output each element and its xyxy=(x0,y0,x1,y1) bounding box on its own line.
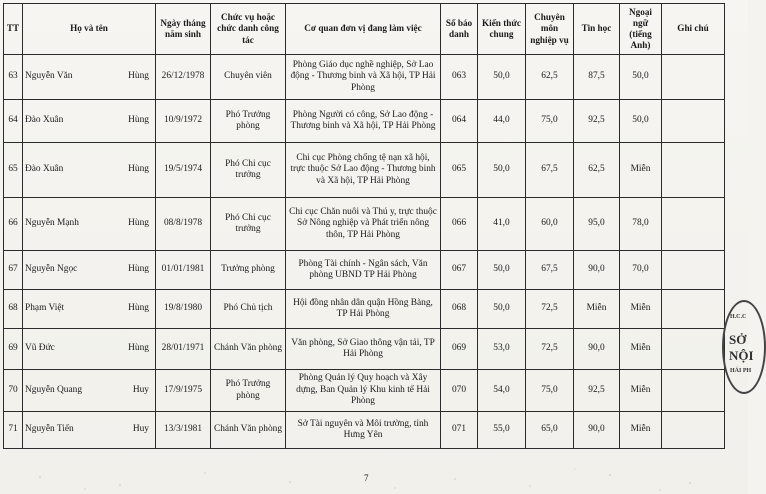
row-name xyxy=(23,198,156,251)
row-agency: Hội đồng nhân dân quận Hồng Bàng, TP Hải Phòng xyxy=(286,290,441,329)
row-tinhoc: 90,0 xyxy=(574,412,620,449)
page-number: 7 xyxy=(364,473,369,483)
row-position: Phó Chủ tịch xyxy=(211,290,286,329)
row-name xyxy=(23,329,156,370)
row-given-name: Huy xyxy=(132,384,149,395)
header-kienthuc: Kiến thức chung xyxy=(478,4,526,55)
row-tinhoc: 92,5 xyxy=(574,100,620,143)
header-agency: Cơ quan đơn vị đang làm việc xyxy=(286,4,441,55)
row-agency: Phòng Người có công, Sở Lao động - Thương binh và Xã hội, TP Hải Phòng xyxy=(286,100,441,143)
row-kienthuc: 53,0 xyxy=(478,329,526,370)
row-given-name: Hùng xyxy=(128,343,149,354)
row-surname: Nguyễn Tiến xyxy=(25,424,74,435)
header-tt: TT xyxy=(4,4,23,55)
row-ngoaingu: 50,0 xyxy=(620,55,662,100)
row-dob: 08/8/1978 xyxy=(156,198,211,251)
row-chuyenmon: 72,5 xyxy=(526,290,574,329)
row-agency: Chi cục Phòng chống tệ nạn xã hội, trực thuộc Sở Lao động - Thương binh và Xã hội, TP Hải Phòng xyxy=(286,143,441,198)
row-given-name: Hùng xyxy=(128,264,149,275)
header-position: Chức vụ hoặc chức danh công tác xyxy=(211,4,286,55)
row-position: Trưởng phòng xyxy=(211,251,286,290)
row-sbd: 071 xyxy=(441,412,478,449)
row-ghichu xyxy=(662,55,725,100)
row-given-name: Huy xyxy=(132,424,149,435)
row-ghichu xyxy=(662,143,725,198)
stamp-text: H.C.C xyxy=(730,314,747,320)
row-name xyxy=(23,100,156,143)
row-position: Phó Chi cục trưởng xyxy=(211,198,286,251)
row-surname: Nguyễn Mạnh xyxy=(25,218,79,229)
row-agency: Phòng Giáo dục nghề nghiệp, Sở Lao động - Thương binh và Xã hội, TP Hải Phòng xyxy=(286,55,441,100)
row-chuyenmon: 75,0 xyxy=(526,370,574,412)
row-position: Phó Trưởng phòng xyxy=(211,370,286,412)
row-kienthuc: 50,0 xyxy=(478,143,526,198)
table-row xyxy=(4,100,725,143)
row-position: Phó Trưởng phòng xyxy=(211,100,286,143)
row-tt: 65 xyxy=(4,143,23,198)
row-ghichu xyxy=(662,370,725,412)
row-tinhoc: 92,5 xyxy=(574,370,620,412)
results-table xyxy=(3,3,725,449)
row-tinhoc: Miễn xyxy=(574,290,620,329)
row-position: Chuyên viên xyxy=(211,55,286,100)
row-surname: Vũ Đức xyxy=(25,343,55,354)
row-ghichu xyxy=(662,198,725,251)
table-row xyxy=(4,412,725,449)
row-kienthuc: 41,0 xyxy=(478,198,526,251)
row-kienthuc: 54,0 xyxy=(478,370,526,412)
row-position: Phó Chi cục trưởng xyxy=(211,143,286,198)
header-dob: Ngày tháng năm sinh xyxy=(156,4,211,55)
scan-noise xyxy=(0,455,748,494)
row-ngoaingu: 78,0 xyxy=(620,198,662,251)
row-chuyenmon: 60,0 xyxy=(526,198,574,251)
row-surname: Nguyễn Văn xyxy=(25,71,73,82)
row-surname: Đào Xuân xyxy=(25,115,64,126)
row-dob: 19/5/1974 xyxy=(156,143,211,198)
row-given-name: Hùng xyxy=(128,164,149,175)
row-tinhoc: 95,0 xyxy=(574,198,620,251)
row-given-name: Hùng xyxy=(128,115,149,126)
row-name xyxy=(23,412,156,449)
row-surname: Nguyễn Ngọc xyxy=(25,264,78,275)
table-row xyxy=(4,143,725,198)
row-agency: Văn phòng, Sở Giao thông vận tải, TP Hải Phòng xyxy=(286,329,441,370)
row-surname: Đào Xuân xyxy=(25,164,64,175)
table-row xyxy=(4,370,725,412)
header-name: Họ và tên xyxy=(23,4,156,55)
row-tt: 64 xyxy=(4,100,23,143)
row-tinhoc: 90,0 xyxy=(574,329,620,370)
row-name xyxy=(23,55,156,100)
row-sbd: 066 xyxy=(441,198,478,251)
row-chuyenmon: 75,0 xyxy=(526,100,574,143)
row-agency: Chi cục Chăn nuôi và Thú y, trực thuộc Sở Nông nghiệp và Phát triển nông thôn, TP Hải Phòng xyxy=(286,198,441,251)
row-tt: 68 xyxy=(4,290,23,329)
row-tinhoc: 87,5 xyxy=(574,55,620,100)
row-sbd: 067 xyxy=(441,251,478,290)
row-ngoaingu: Miễn xyxy=(620,370,662,412)
row-tt: 63 xyxy=(4,55,23,100)
row-chuyenmon: 65,0 xyxy=(526,412,574,449)
official-stamp xyxy=(722,300,766,394)
row-tt: 71 xyxy=(4,412,23,449)
header-ghichu: Ghi chú xyxy=(662,4,725,55)
header-sbd: Số báo danh xyxy=(441,4,478,55)
row-tt: 67 xyxy=(4,251,23,290)
row-kienthuc: 50,0 xyxy=(478,55,526,100)
header-tinhoc: Tin học xyxy=(574,4,620,55)
row-chuyenmon: 62,5 xyxy=(526,55,574,100)
row-dob: 28/01/1971 xyxy=(156,329,211,370)
row-sbd: 063 xyxy=(441,55,478,100)
row-agency: Sở Tài nguyên và Môi trường, tỉnh Hưng Yên xyxy=(286,412,441,449)
row-kienthuc: 55,0 xyxy=(478,412,526,449)
row-sbd: 065 xyxy=(441,143,478,198)
row-ngoaingu: Miễn xyxy=(620,329,662,370)
row-sbd: 069 xyxy=(441,329,478,370)
row-kienthuc: 44,0 xyxy=(478,100,526,143)
row-agency: Phòng Tài chính - Ngân sách, Văn phòng UBND TP Hải Phòng xyxy=(286,251,441,290)
row-sbd: 064 xyxy=(441,100,478,143)
row-agency: Phòng Quản lý Quy hoạch và Xây dựng, Ban Quản lý Khu kinh tế Hải Phòng xyxy=(286,370,441,412)
row-name xyxy=(23,143,156,198)
stamp-text: SỞ xyxy=(729,332,747,347)
row-dob: 13/3/1981 xyxy=(156,412,211,449)
table-row xyxy=(4,55,725,100)
row-dob: 10/9/1972 xyxy=(156,100,211,143)
row-ngoaingu: Miễn xyxy=(620,412,662,449)
row-tinhoc: 62,5 xyxy=(574,143,620,198)
row-tt: 69 xyxy=(4,329,23,370)
row-name xyxy=(23,290,156,329)
row-dob: 17/9/1975 xyxy=(156,370,211,412)
row-sbd: 068 xyxy=(441,290,478,329)
table-row xyxy=(4,198,725,251)
row-ngoaingu: Miễn xyxy=(620,290,662,329)
row-ngoaingu: Miễn xyxy=(620,143,662,198)
row-position: Chánh Văn phòng xyxy=(211,329,286,370)
row-ghichu xyxy=(662,329,725,370)
row-chuyenmon: 72,5 xyxy=(526,329,574,370)
row-dob: 01/01/1981 xyxy=(156,251,211,290)
header-row xyxy=(4,4,725,55)
row-given-name: Hùng xyxy=(128,218,149,229)
row-tt: 70 xyxy=(4,370,23,412)
row-tt: 66 xyxy=(4,198,23,251)
row-chuyenmon: 67,5 xyxy=(526,143,574,198)
row-ghichu xyxy=(662,290,725,329)
table-row xyxy=(4,251,725,290)
row-dob: 26/12/1978 xyxy=(156,55,211,100)
row-dob: 19/8/1980 xyxy=(156,290,211,329)
row-given-name: Hùng xyxy=(128,71,149,82)
table-row xyxy=(4,329,725,370)
row-name xyxy=(23,370,156,412)
row-ghichu xyxy=(662,412,725,449)
row-kienthuc: 50,0 xyxy=(478,251,526,290)
row-ghichu xyxy=(662,251,725,290)
row-kienthuc: 50,0 xyxy=(478,290,526,329)
row-surname: Phạm Việt xyxy=(25,303,65,314)
row-sbd: 070 xyxy=(441,370,478,412)
row-surname: Nguyễn Quang xyxy=(25,384,83,395)
row-ghichu xyxy=(662,100,725,143)
row-given-name: Hùng xyxy=(128,303,149,314)
table-row xyxy=(4,290,725,329)
row-ngoaingu: 70,0 xyxy=(620,251,662,290)
row-name xyxy=(23,251,156,290)
row-ngoaingu: 50,0 xyxy=(620,100,662,143)
row-chuyenmon: 67,5 xyxy=(526,251,574,290)
header-chuyenmon: Chuyên môn nghiệp vụ xyxy=(526,4,574,55)
stamp-text: NỘI xyxy=(729,348,754,363)
row-tinhoc: 90,0 xyxy=(574,251,620,290)
stamp-text: HẢI PH xyxy=(730,368,752,374)
row-position: Chánh Văn phòng xyxy=(211,412,286,449)
header-ngoaingu: Ngoại ngữ (tiếng Anh) xyxy=(620,4,662,55)
